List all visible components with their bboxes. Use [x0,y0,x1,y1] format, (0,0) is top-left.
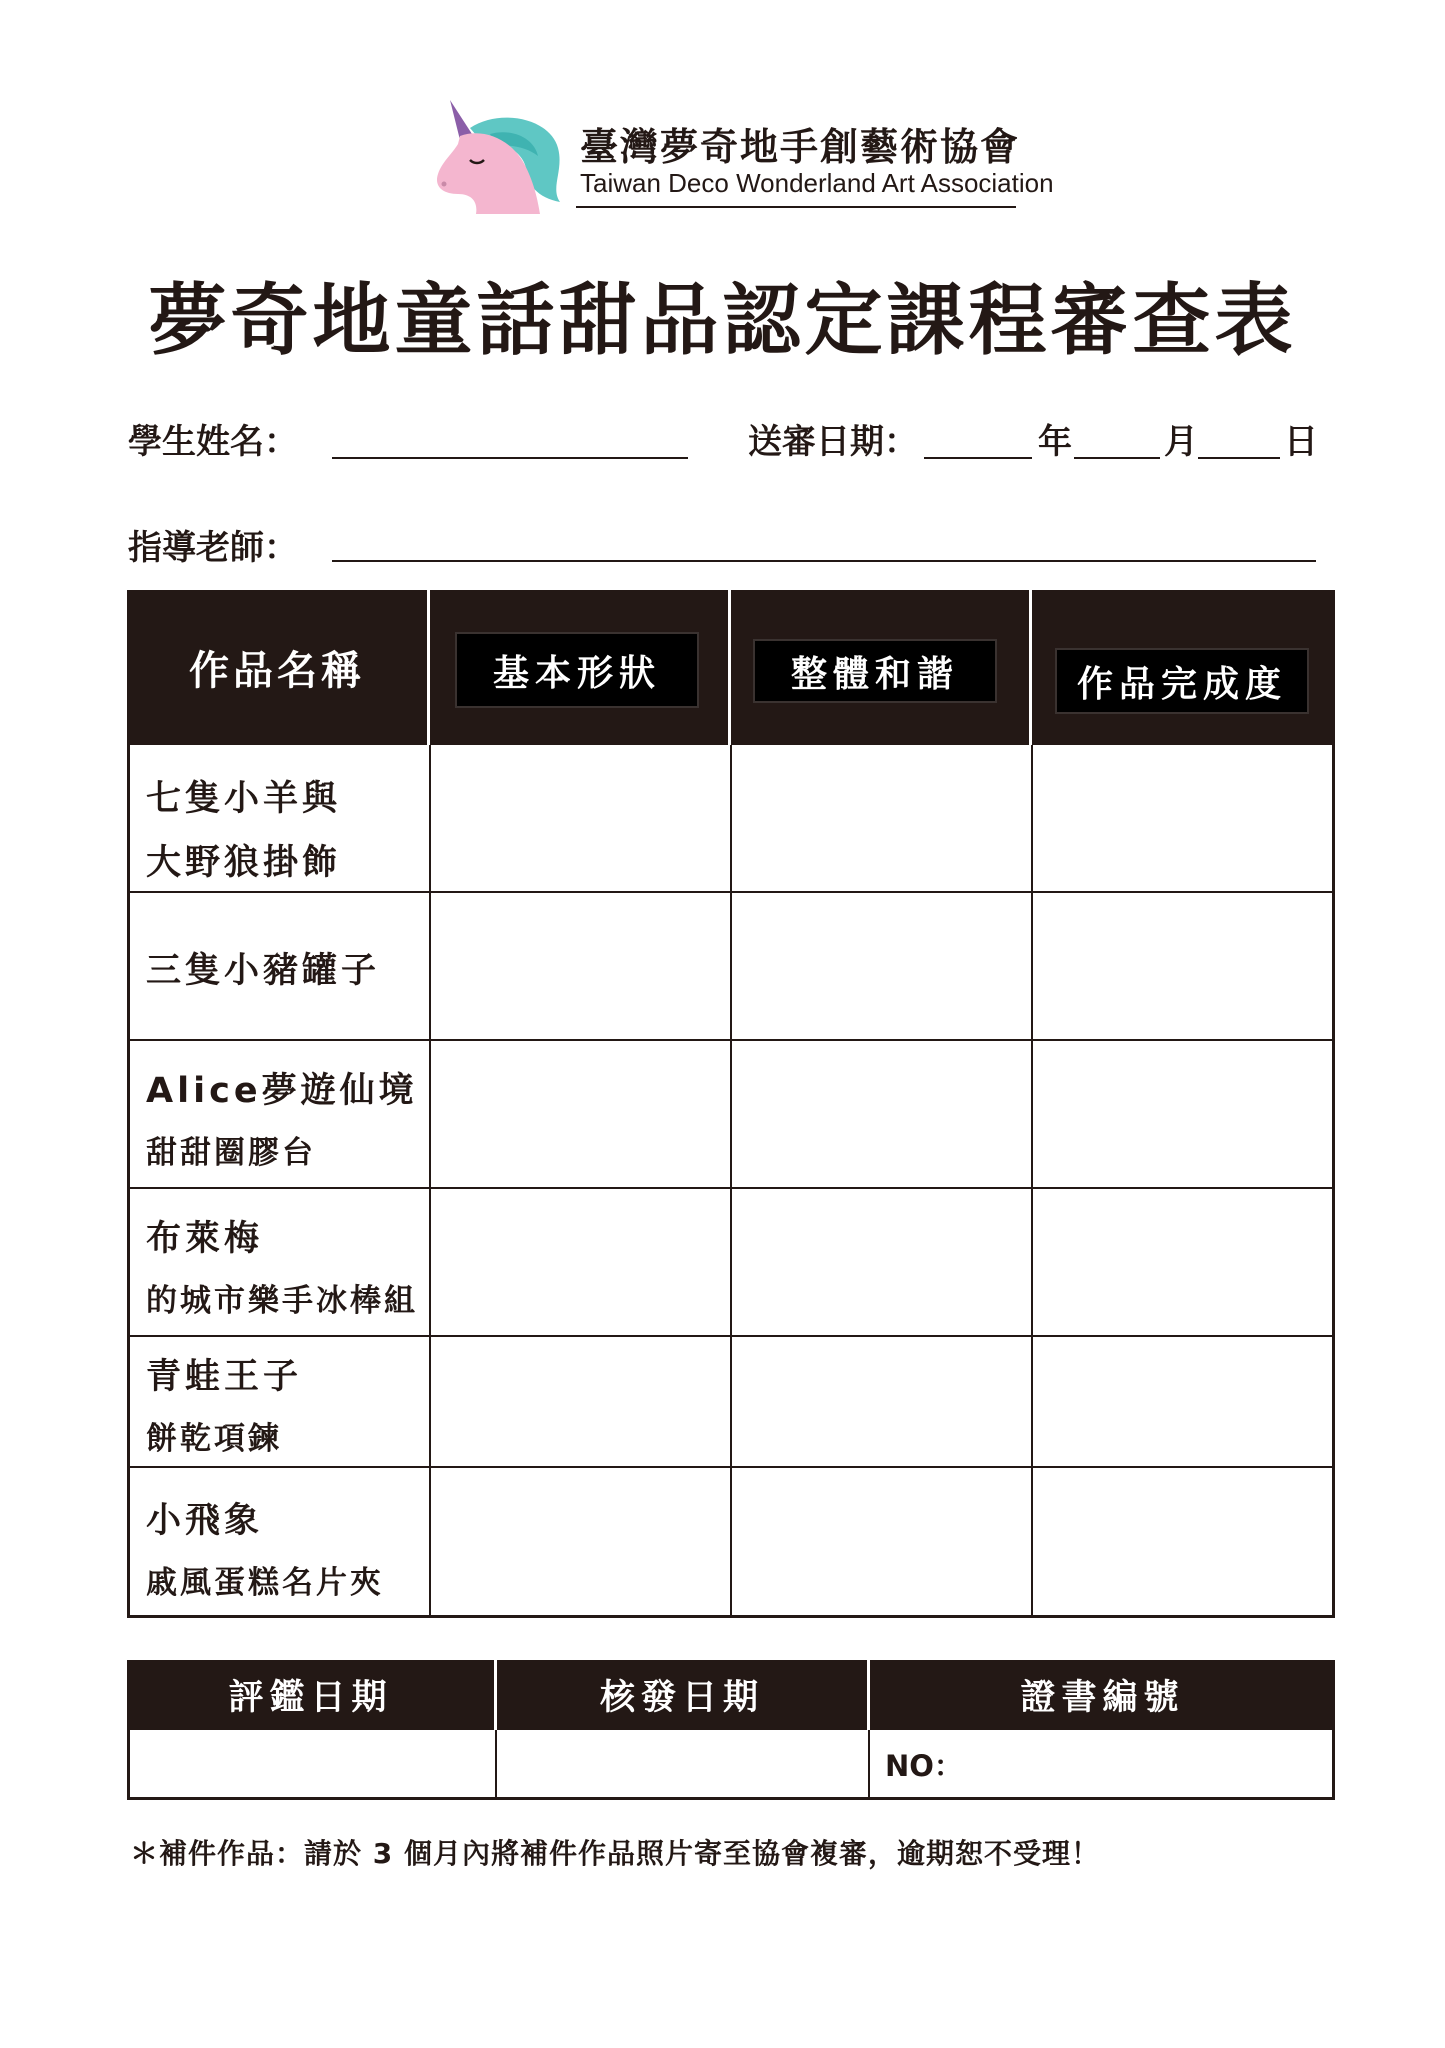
header-issue-date: 核發日期 [599,1678,764,1718]
certificate-table [127,1660,1335,1800]
day-label: 日 [1284,422,1318,462]
organization-logo [430,98,1054,218]
review-table [127,590,1335,1618]
work-name-line2: 餅乾項鍊 [146,1421,282,1457]
submit-date-label: 送審日期： [748,422,918,462]
header-evaluation-date: 評鑑日期 [228,1678,393,1718]
header-completion: 作品完成度 [1055,648,1309,714]
work-name-line2: 甜甜圈膠台 [146,1135,316,1171]
submit-month-field[interactable] [1074,457,1160,459]
header-divider [1029,590,1032,745]
submit-day-field[interactable] [1198,457,1280,459]
row-divider [130,1187,1332,1189]
certificate-body-row [127,1730,1335,1800]
organization-name-cn: 臺灣夢奇地手創藝術協會 [580,125,1021,169]
column-divider [868,1730,870,1797]
column-divider [495,1730,497,1797]
row-divider [130,891,1332,893]
header-divider [427,590,430,745]
logo-underline [576,206,1016,208]
table-row [146,943,436,993]
certificate-header-row [127,1660,1335,1730]
organization-name-en: Taiwan Deco Wonderland Art Association [580,168,1054,198]
supplement-note: ＊補件作品：請於 3 個月內將補件作品照片寄至協會複審，逾期恕不受理！ [130,1837,1100,1870]
row-divider [130,1039,1332,1041]
certificate-no-label: NO： [885,1749,963,1783]
student-name-label: 學生姓名： [128,422,298,462]
header-overall-harmony: 整體和諧 [753,639,997,703]
work-name-line1: 三隻小豬罐子 [146,951,381,991]
table-row [146,771,436,885]
table-body [127,745,1335,1618]
unicorn-icon [430,98,570,216]
work-name-line2: 大野狼掛飾 [146,843,342,883]
table-header-row [127,590,1335,745]
work-name-line1: 七隻小羊與 [146,779,342,819]
work-name-line1: Alice夢遊仙境 [146,1071,418,1111]
table-row [146,1349,436,1458]
header-certificate-number: 證書編號 [1020,1678,1185,1718]
month-label: 月 [1164,422,1198,462]
row-divider [130,1335,1332,1337]
header-divider [728,590,731,745]
page-title: 夢奇地童話甜品認定課程審查表 [148,275,1297,366]
column-divider [730,745,732,1615]
teacher-label: 指導老師： [128,528,298,568]
column-divider [1031,745,1033,1615]
table-row [146,1211,436,1320]
student-name-field[interactable] [332,457,688,459]
teacher-field[interactable] [332,560,1316,562]
year-label: 年 [1038,422,1072,462]
table-row [146,1493,436,1602]
table-row [146,1063,436,1172]
row-divider [130,1466,1332,1468]
header-basic-shape: 基本形狀 [455,632,699,708]
work-name-line1: 布萊梅 [146,1219,264,1259]
work-name-line2: 的城市樂手冰棒組 [146,1283,418,1319]
submit-year-field[interactable] [924,457,1032,459]
work-name-line2: 戚風蛋糕名片夾 [146,1565,384,1601]
header-work-name: 作品名稱 [189,648,365,694]
work-name-line1: 小飛象 [146,1501,264,1541]
work-name-line1: 青蛙王子 [146,1357,303,1397]
